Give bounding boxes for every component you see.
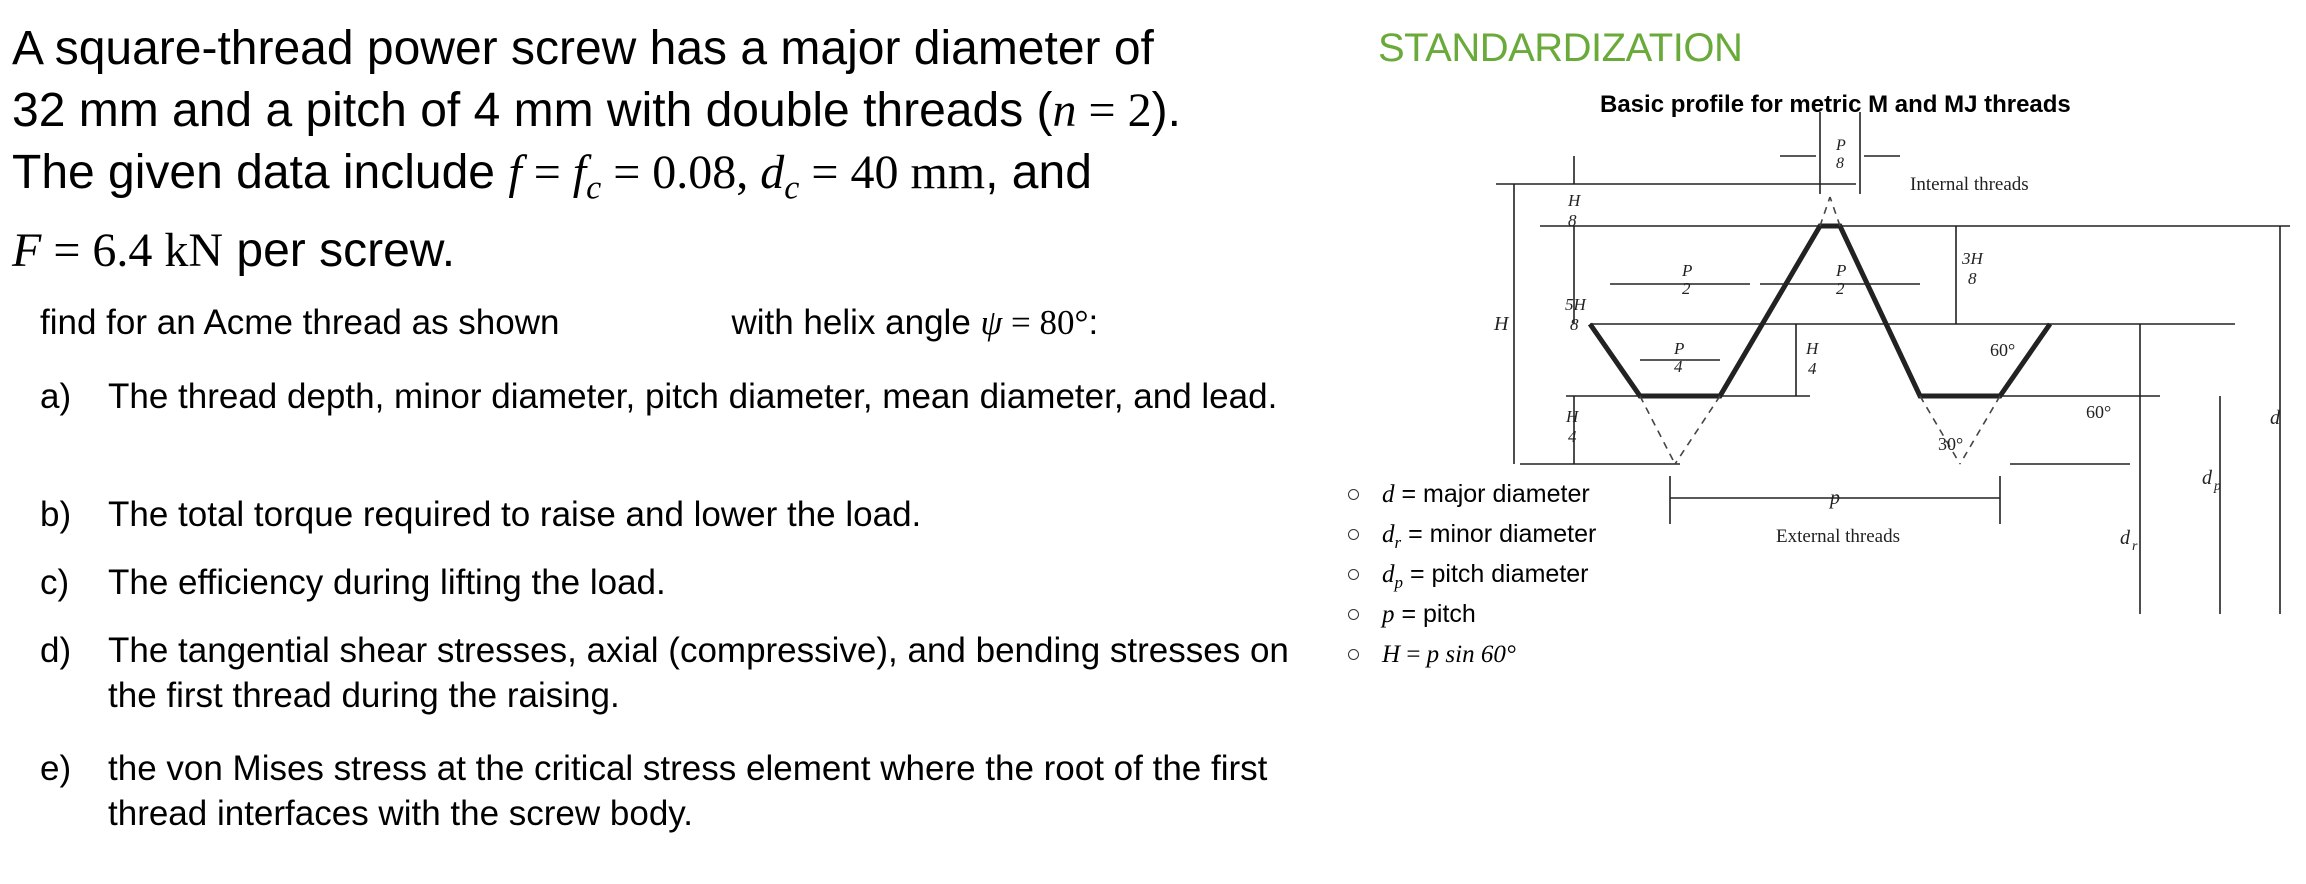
internal-threads-label: Internal threads: [1910, 174, 2029, 195]
question-item: e) the von Mises stress at the critical stress element where the root of the first thread interfaces with the screw body.: [40, 749, 1268, 833]
svg-text:60°: 60°: [2086, 402, 2112, 422]
svg-text:d: d: [2120, 527, 2130, 549]
legend-item: $d_r$ = minor diameter: [1340, 514, 1596, 554]
svg-text:5H: 5H: [1565, 295, 1586, 314]
svg-text:p: p: [1830, 487, 1840, 509]
problem-line-2: 32 mm and a pitch of 4 mm with double threads (n = 2).: [12, 84, 1181, 137]
section-title: STANDARDIZATION: [1378, 26, 1743, 70]
symbol-legend: [1340, 474, 1596, 674]
legend-item: $d_p$ = pitch diameter: [1340, 554, 1596, 594]
svg-text:60°: 60°: [1990, 340, 2016, 360]
svg-text:4: 4: [1674, 357, 1683, 376]
svg-text:8: 8: [1968, 269, 1977, 288]
problem-line-4: F = 6.4 kN per screw.: [12, 223, 456, 277]
problem-statement: [12, 18, 1312, 282]
svg-text:8: 8: [1836, 155, 1844, 172]
svg-text:P: P: [1836, 261, 1847, 280]
svg-text:2: 2: [1682, 279, 1691, 298]
problem-line-3: The given data include $f = f_c = 0.08$, $d_c = 40$ mm, and: [12, 146, 1092, 207]
svg-text:8: 8: [1568, 211, 1577, 230]
svg-text:P: P: [1674, 339, 1685, 358]
legend-item: p = pitch: [1340, 594, 1596, 634]
svg-text:2: 2: [1836, 279, 1845, 298]
math-n: n: [1052, 84, 1077, 137]
thread-profile-diagram: [1480, 84, 2300, 624]
svg-text:P: P: [1836, 137, 1846, 154]
svg-text:H: H: [1568, 191, 1581, 210]
legend-item: d = major diameter: [1340, 474, 1596, 514]
fundamental-triangle: [1640, 197, 2000, 464]
svg-text:4: 4: [1808, 359, 1817, 378]
svg-text:8: 8: [1570, 315, 1579, 334]
svg-text:p: p: [2214, 479, 2221, 494]
svg-text:H: H: [1494, 313, 1509, 335]
find-instruction: find for an Acme thread as shown with helix angle ψ = 80°:: [40, 303, 1099, 342]
svg-text:H: H: [1806, 339, 1819, 358]
svg-text:r: r: [2132, 539, 2138, 554]
diagram-title: Basic profile for metric M and MJ threads: [1600, 91, 2071, 118]
external-threads-label: External threads: [1776, 526, 1900, 547]
svg-text:4: 4: [1568, 427, 1577, 446]
svg-text:H: H: [1566, 407, 1579, 426]
problem-line-1: A square-thread power screw has a major diameter of: [12, 22, 1154, 75]
diagram-labels: [1493, 137, 2281, 554]
question-item: b) The total torque required to raise and lower the load.: [40, 495, 922, 534]
svg-text:3H: 3H: [1962, 249, 1983, 268]
legend-item: H = p sin 60°: [1340, 634, 1596, 674]
reference-lines: [1496, 184, 2290, 464]
svg-text:P: P: [1682, 261, 1693, 280]
question-item: d) The tangential shear stresses, axial (compressive), and bending stresses on the first thread during the raising.: [40, 631, 1289, 715]
svg-text:d: d: [2202, 467, 2212, 489]
svg-text:d: d: [2270, 407, 2280, 429]
svg-text:30°: 30°: [1938, 434, 1964, 454]
question-item: a) The thread depth, minor diameter, pitch diameter, mean diameter, and lead.: [40, 377, 1278, 416]
question-item: c) The efficiency during lifting the load.: [40, 563, 666, 602]
